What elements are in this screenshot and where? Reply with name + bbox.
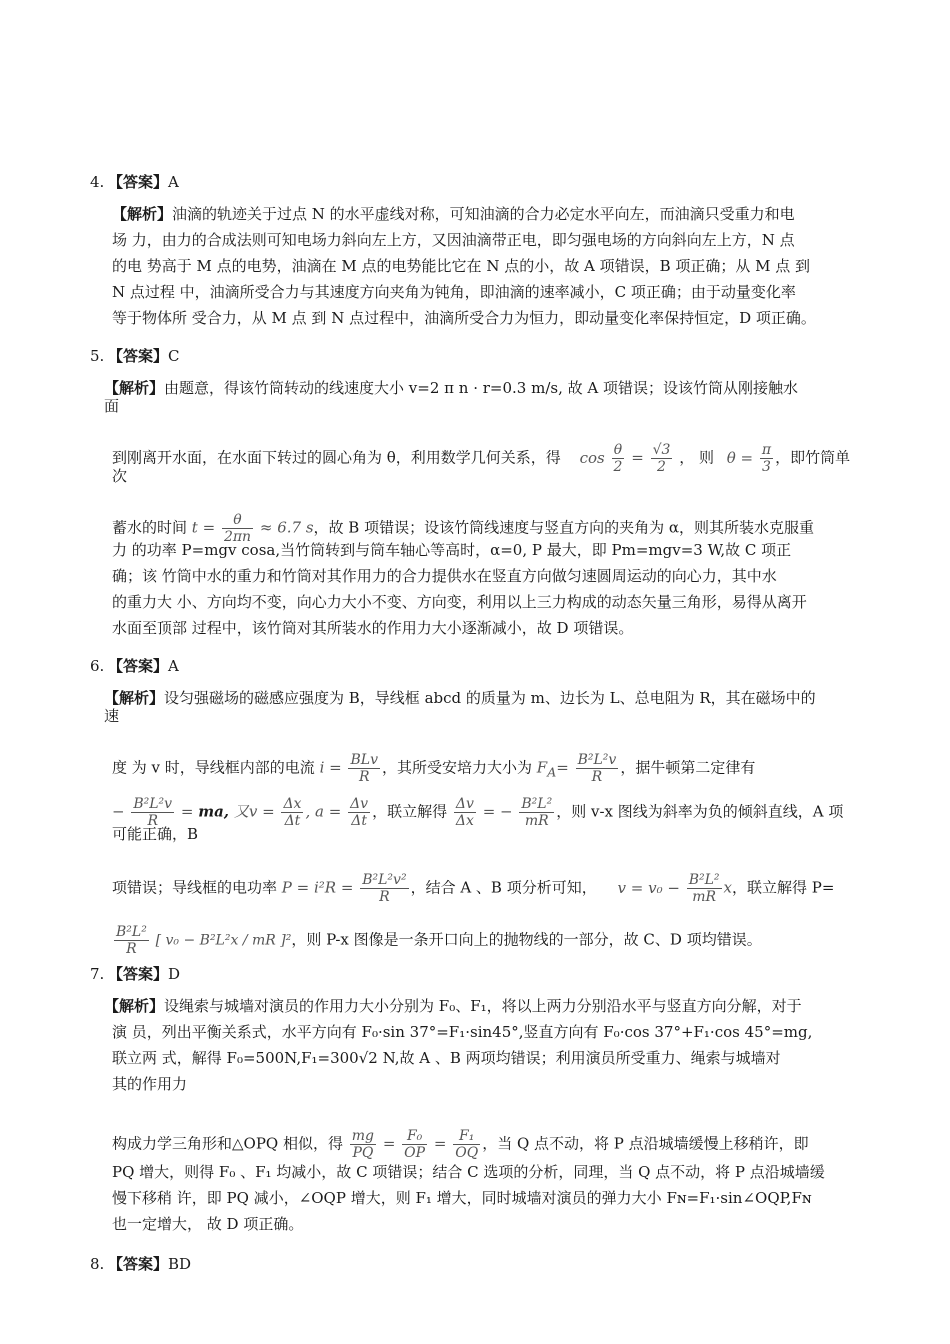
analysis-line: 速 [104, 707, 120, 725]
formula-fraction: $\frac{\Delta v}{\Delta x}$ [455, 796, 474, 829]
formula-fraction: $\frac{\text{F₀}}{OP}$ [404, 1128, 426, 1161]
analysis-line: 演 员，列出平衡关系式，水平方向有 F₀·sin 37°=F₁·sin45°,竖直方向有 F₀·cos 37°+F₁·cos 45°=mg, [112, 1023, 813, 1041]
analysis-line: 可能正确，B [112, 825, 199, 843]
question-number: 8. [90, 1255, 105, 1273]
analysis-line: 等于物体所 受合力，从 M 点 到 N 点过程中，油滴所受合力为恒力，即动量变化率保持恒定，D 项正确。 [112, 309, 816, 327]
formula-fraction: $\frac{\text{BLv}}{R}$ [350, 752, 378, 785]
analysis-line: 力 的功率 P=mgv cosa,当竹筒转到与筒车轴心等高时，α=0, P 最大，即 Pm=mgv=3 W,故 C 项正 [112, 541, 792, 559]
analysis-line: − $\frac{\text{B²L²v}}{R}$ = ma, 又v = $\frac{\Delta x}{\Delta t}$ , a = $\frac{\Delta v}{\Delta t}$ ，联立解得 $\frac{\Delta v}{\Delta x}$ = − $\frac{\text{B²L²}}{mR}$ ，则 v-x 图线为斜率为负的倾斜直线，A 项 [112, 796, 844, 829]
analysis-line: PQ 增大，则得 F₀ 、F₁ 均减小，故 C 项错误；结合 C 选项的分析，同理，当 Q 点不动，将 P 点沿城墙缓 [112, 1163, 825, 1181]
analysis-line: 慢下移稍 许，即 PQ 减小，∠OQP 增大，则 F₁ 增大，同时城墙对演员的弹力大小 Fɴ=F₁·sin∠OQP,Fɴ [112, 1189, 812, 1207]
analysis-line: 场 力，由力的合成法则可知电场力斜向左上方，又因油滴带正电，即匀强电场的方向斜向左上方，N 点 [112, 231, 795, 249]
answer-label: 【答案】 [108, 347, 169, 365]
analysis-line: 其的作用力 [112, 1075, 188, 1093]
formula-fraction: $\frac{\text{B²L²v}}{R}$ [133, 796, 173, 829]
answer-value: BD [168, 1255, 192, 1273]
formula-fraction: $\frac{mg}{PQ}$ [351, 1128, 375, 1161]
analysis-line: 联立两 式，解得 F₀=500N,F₁=300√2 N,故 A 、B 两项均错误；利用演员所受重力、绳索与城墙对 [112, 1049, 781, 1067]
analysis-line: 的重力大 小、方向均不变，向心力大小不变、方向变，利用以上三力构成的动态矢量三角形，易得从离开 [112, 593, 807, 611]
analysis-label: 【解析】 [104, 379, 165, 397]
formula-fraction: $\frac{\text{B²L²v}}{R}$ [577, 752, 617, 785]
analysis-line: 确；该 竹筒中水的重力和竹筒对其作用力的合力提供水在竖直方向做匀速圆周运动的向心力，其中水 [112, 567, 777, 585]
formula-fraction: $\frac{\pi}{3}$ [761, 442, 772, 475]
formula-fraction: $\frac{\Delta v}{\Delta t}$ [350, 796, 369, 829]
answer-label: 【答案】 [108, 965, 169, 983]
question-number: 5. [90, 347, 105, 365]
answer-value: C [168, 347, 180, 365]
answer-label: 【答案】 [108, 173, 169, 191]
answer-label: 【答案】 [108, 657, 169, 675]
formula-fraction: $\frac{\text{B²L²v²}}{R}$ [362, 872, 407, 905]
analysis-line: 【解析】油滴的轨迹关于过点 N 的水平虚线对称，可知油滴的合力必定水平向左，而油滴只受重力和电 [112, 205, 795, 223]
analysis-line: 构成力学三角形和△OPQ 相似，得 $\frac{mg}{PQ}$ = $\frac{\text{F₀}}{OP}$ = $\frac{\text{F₁}}{OQ}$ ，当 Q 点不动，将 P 点沿城墙缓慢上移稍许，即 [112, 1128, 809, 1161]
analysis-line: N 点过程 中，油滴所受合力与其速度方向夹角为钝角，即油滴的速率减小，C 项正确；由于动量变化率 [112, 283, 796, 301]
formula-fraction: $\frac{\text{B²L²}}{R}$ [116, 924, 147, 957]
analysis-label: 【解析】 [104, 997, 165, 1015]
answer-value: D [168, 965, 181, 983]
analysis-line: 次 [112, 467, 128, 485]
formula-fraction: $\frac{\theta}{2\pi n}$ [223, 512, 252, 545]
analysis-line: 面 [104, 397, 120, 415]
analysis-label: 【解析】 [104, 689, 165, 707]
answer-value: A [168, 173, 179, 191]
answer-line [108, 962, 180, 986]
formula-fraction: $\frac{\Delta x}{\Delta t}$ [283, 796, 302, 829]
formula-fraction: $\frac{\text{B²L²}}{mR}$ [521, 796, 553, 829]
analysis-line: 蓄水的时间 t = $\frac{\theta}{2\pi n}$ ≈ 6.7 s，故 B 项错误；设该竹筒线速度与竖直方向的夹角为 α，则其所装水克服重 [112, 512, 814, 545]
answer-line [108, 170, 179, 194]
formula-fraction: $\frac{\text{B²L²}}{mR}$ [688, 872, 720, 905]
answer-line [108, 654, 179, 678]
analysis-line: 也一定增大， 故 D 项正确。 [112, 1215, 304, 1233]
analysis-label: 【解析】 [112, 205, 173, 223]
analysis-line: 到刚离开水面，在水面下转过的圆心角为 θ，利用数学几何关系，得 cos $\frac{\theta}{2}$ = $\frac{√3}{2}$ ， 则 θ = $\frac{\pi}{3}$ ，即竹筒单 [112, 442, 851, 475]
analysis-line: 【解析】由题意，得该竹筒转动的线速度大小 v=2 π n · r=0.3 m/s, 故 A 项错误；设该竹筒从刚接触水 [104, 379, 798, 397]
analysis-line: $\frac{\text{B²L²}}{R}$ [ v₀ − B²L²x / mR ]²，则 P-x 图像是一条开口向上的抛物线的一部分，故 C、D 项均错误。 [116, 924, 762, 957]
analysis-line: 度 为 v 时，导线框内部的电流 i = $\frac{\text{BLv}}{R}$ ，其所受安培力大小为 $F_A=$ $\frac{\text{B²L²v}}{R}$ ，据牛顿第二定律有 [112, 752, 756, 785]
question-number: 4. [90, 173, 105, 191]
question-number: 7. [90, 965, 105, 983]
answer-label: 【答案】 [108, 1255, 169, 1273]
formula-fraction: $\frac{\theta}{2}$ [613, 442, 623, 475]
answer-line [108, 1252, 191, 1276]
answer-value: A [168, 657, 179, 675]
answer-line [108, 344, 180, 368]
analysis-line: 【解析】设绳索与城墙对演员的作用力大小分别为 F₀、F₁，将以上两力分别沿水平与竖直方向分解，对于 [104, 997, 802, 1015]
formula-fraction: $\frac{\text{F₁}}{OQ}$ [455, 1128, 479, 1161]
analysis-line: 水面至顶部 过程中，该竹筒对其所装水的作用力大小逐渐减小，故 D 项错误。 [112, 619, 634, 637]
analysis-line: 项错误；导线框的电功率 P = i²R = $\frac{\text{B²L²v²}}{R}$ ，结合 A 、B 项分析可知， v = v₀ − $\frac{\text{B²L²}}{mR}$ x，联立解得 P= [112, 872, 835, 905]
formula-fraction: $\frac{√3}{2}$ [652, 442, 671, 475]
question-number: 6. [90, 657, 105, 675]
analysis-line: 【解析】设匀强磁场的磁感应强度为 B，导线框 abcd 的质量为 m、边长为 L、总电阻为 R，其在磁场中的 [104, 689, 816, 707]
analysis-line: 的电 势高于 M 点的电势，油滴在 M 点的电势能比它在 N 点的小，故 A 项错误，B 项正确；从 M 点 到 [112, 257, 811, 275]
